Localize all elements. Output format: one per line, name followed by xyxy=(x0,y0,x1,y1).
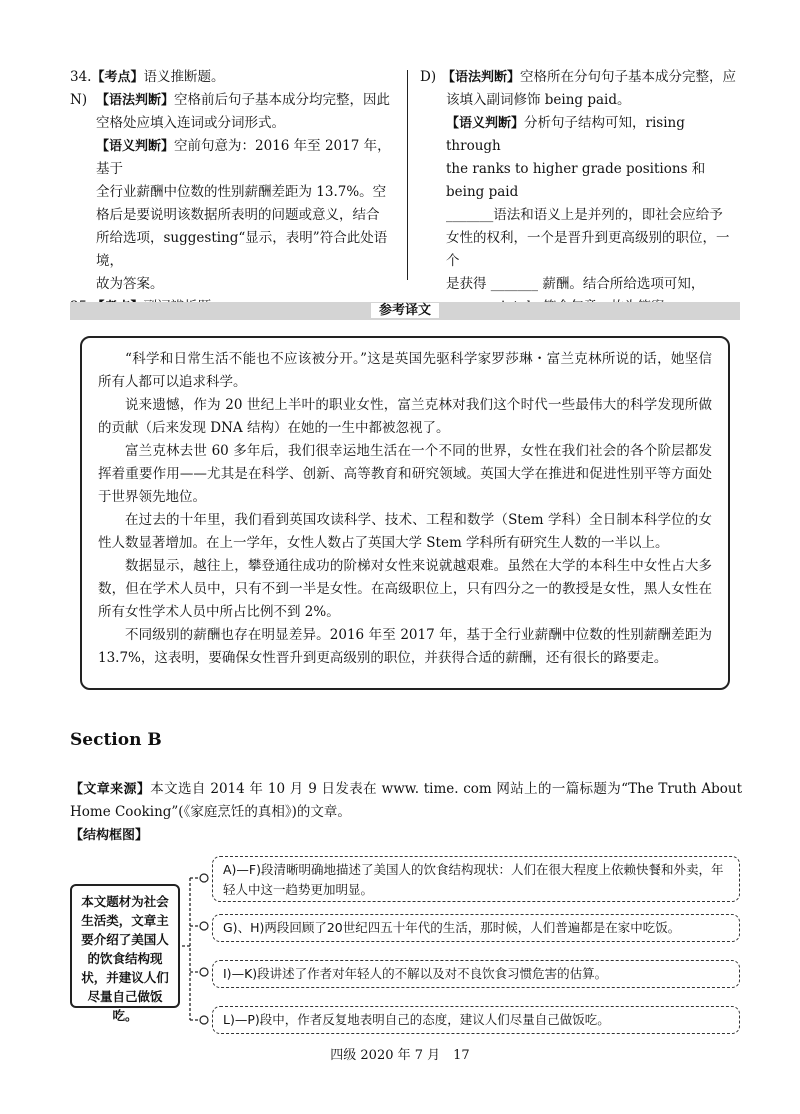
grammar-line: 该填入副词修饰 being paid。 xyxy=(446,92,631,108)
topic-summary-box: 本文题材为社会生活类，文章主要介绍了美国人的饮食结构现状，并建议人们尽量自己做饭吃。 xyxy=(70,884,180,1008)
grammar-tag: 【语法判断】 xyxy=(96,93,175,108)
semantic-line: 女性的权利，一个是晋升到更高级别的职位，一个 xyxy=(446,230,730,269)
semantic-line: 全行业薪酬中位数的性别薪酬差距为 13.7%。空 xyxy=(96,184,387,200)
right-answer-column xyxy=(420,66,742,319)
option-n-letter: N) xyxy=(70,92,88,108)
structure-item-1: A)—F)段清晰明确地描述了美国人的饮食结构现状：人们在很大程度上依赖快餐和外卖，年轻人中这一趋势更加明显。 xyxy=(212,856,740,902)
section-b-title: Section B xyxy=(70,730,162,750)
semantic-line: 空前句意为：2016 年至 2017 年，基于 xyxy=(96,138,391,177)
bracket-connector xyxy=(180,860,210,1030)
structure-tag: 【结构框图】 xyxy=(70,828,149,843)
structure-item-4: L)—P)段中，作者反复地表明自己的态度，建议人们尽量自己做饭吃。 xyxy=(212,1006,740,1034)
option-d-letter: D) xyxy=(420,69,437,85)
translation-heading: 参考译文 xyxy=(371,303,439,318)
grammar-line: 空格处应填入连词或分词形式。 xyxy=(96,115,285,131)
translation-paragraph: 说来遗憾，作为 20 世纪上半叶的职业女性，富兰克林对我们这个时代一些最伟大的科学发现所做的贡献（后来发现 DNA 结构）在她的一生中都被忽视了。 xyxy=(98,397,712,436)
semantic-tag: 【语义判断】 xyxy=(96,139,175,154)
translation-paragraph: 数据显示，越往上，攀登通往成功的阶梯对女性来说就越艰难。虽然在大学的本科生中女性占大多数，但在学术人员中，只有不到一半是女性。在高级职位上，只有四分之一的教授是女性，黑人女性在所有女性学术人员中所占比例不到 2%。 xyxy=(98,558,712,620)
semantic-line: _______语法和语义上是并列的，即社会应给予 xyxy=(446,207,723,223)
source-tag: 【文章来源】 xyxy=(70,782,151,797)
structure-item-3: I)—K)段讲述了作者对年轻人的不解以及对不良饮食习惯危害的估算。 xyxy=(212,960,740,988)
grammar-line: 空格所在分句句子基本成分完整，应 xyxy=(520,69,737,85)
page-footer: 四级 2020 年 7 月 17 xyxy=(330,1048,470,1063)
translation-heading-band xyxy=(70,302,740,320)
grammar-tag: 【语法判断】 xyxy=(442,70,521,85)
semantic-line: 格后是要说明该数据所表明的问题或意义，结合 xyxy=(96,207,380,223)
structure-item-2: G)、H)两段回顾了20世纪四五十年代的生活，那时候，人们普遍都是在家中吃饭。 xyxy=(212,914,740,942)
translation-paragraph: 富兰克林去世 60 多年后，我们很幸运地生活在一个不同的世界，女性在我们社会的各个阶层都发挥着重要作用——尤其是在科学、创新、高等教育和研究领域。英国大学在推进和促进性别平等方面处于世界领先地位。 xyxy=(98,443,712,505)
article-source xyxy=(70,778,742,847)
left-answer-column xyxy=(70,66,400,319)
semantic-line: 故为答案。 xyxy=(96,276,164,292)
translation-paragraph: 不同级别的薪酬也存在明显差异。2016 年至 2017 年，基于全行业薪酬中位数的性别薪酬差距为 13.7%，这表明，要确保女性晋升到更高级别的职位，并获得合适的薪酬，还有很长的路要走。 xyxy=(98,627,712,666)
column-divider xyxy=(407,70,408,280)
translation-box xyxy=(80,336,730,690)
semantic-line: 是获得 _______ 薪酬。结合所给选项可知， xyxy=(446,276,705,292)
translation-paragraph: “科学和日常生活不能也不应该被分开。”这是英国先驱科学家罗莎琳・富兰克林所说的话，她坚信所有人都可以追求科学。 xyxy=(98,351,712,390)
semantic-line: 分析句子结构可知，rising through xyxy=(446,115,685,154)
source-text: 本文选自 2014 年 10 月 9 日发表在 www. time. com 网站上的一篇标题为“The Truth About Home Cooking”(《家庭烹饪的真相》)的文章。 xyxy=(70,781,742,820)
translation-paragraph: 在过去的十年里，我们看到英国攻读科学、技术、工程和数学（Stem 学科）全日制本科学位的女性人数显著增加。在上一学年，女性人数占了英国大学 Stem 学科所有研究生人数的一半以上。 xyxy=(98,512,712,551)
q34-tag: 【考点】 xyxy=(91,70,144,85)
semantic-tag: 【语义判断】 xyxy=(446,116,525,131)
grammar-line: 空格前后句子基本成分均完整，因此 xyxy=(174,92,391,108)
semantic-line: the ranks to higher grade positions 和 being paid xyxy=(446,161,706,200)
semantic-line: 所给选项，suggesting“显示，表明”符合此处语境， xyxy=(96,230,388,269)
q34-text: 语义推断题。 xyxy=(143,69,225,85)
q34-number: 34. xyxy=(70,69,92,85)
